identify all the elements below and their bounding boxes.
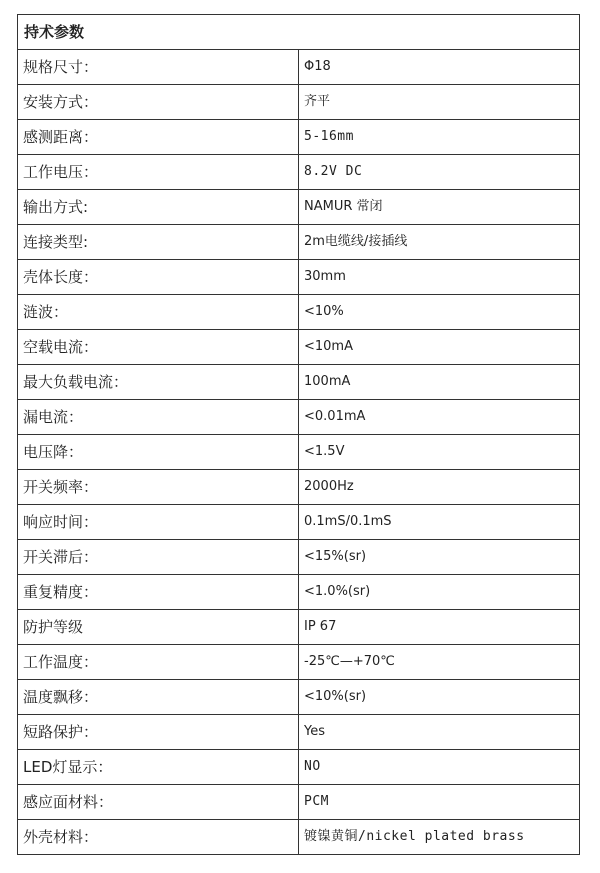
row-value: 2m电缆线/接插线: [299, 225, 580, 260]
row-value: <15%(sr): [299, 540, 580, 575]
row-value: 0.1mS/0.1mS: [299, 505, 580, 540]
row-label: 壳体长度：: [18, 260, 299, 295]
table-row: [18, 120, 580, 155]
table-row: [18, 85, 580, 120]
row-value: Yes: [299, 715, 580, 750]
row-value: NO: [299, 750, 580, 785]
row-label: 短路保护：: [18, 715, 299, 750]
table-row: [18, 540, 580, 575]
row-value: 2000Hz: [299, 470, 580, 505]
row-label: 防护等级: [18, 610, 299, 645]
table-row: [18, 435, 580, 470]
table-row: [18, 680, 580, 715]
row-label: 工作电压：: [18, 155, 299, 190]
row-value: 镀镍黄铜/nickel plated brass: [299, 820, 580, 855]
table-row: [18, 295, 580, 330]
row-value: 5-16mm: [299, 120, 580, 155]
row-label: 规格尺寸：: [18, 50, 299, 85]
row-value: <10%(sr): [299, 680, 580, 715]
row-label: 感测距离：: [18, 120, 299, 155]
table-row: [18, 190, 580, 225]
table-row: [18, 505, 580, 540]
table-row: [18, 365, 580, 400]
table-row: [18, 155, 580, 190]
row-value: <1.0%(sr): [299, 575, 580, 610]
table-row: [18, 610, 580, 645]
table-row: [18, 470, 580, 505]
table-row: [18, 50, 580, 85]
row-value: PCM: [299, 785, 580, 820]
row-value: NAMUR 常闭: [299, 190, 580, 225]
table-row: [18, 750, 580, 785]
row-value: 8.2V DC: [299, 155, 580, 190]
row-label: 空载电流：: [18, 330, 299, 365]
row-label: 电压降：: [18, 435, 299, 470]
row-label: 输出方式:: [18, 190, 299, 225]
table-row: [18, 225, 580, 260]
row-label: 最大负载电流：: [18, 365, 299, 400]
row-label: 温度飘移：: [18, 680, 299, 715]
row-label: 响应时间：: [18, 505, 299, 540]
table-row: [18, 260, 580, 295]
row-value: -25℃—+70℃: [299, 645, 580, 680]
row-label: 重复精度：: [18, 575, 299, 610]
row-value: <0.01mA: [299, 400, 580, 435]
table-title-row: [18, 15, 580, 50]
table-row: [18, 575, 580, 610]
table-row: [18, 645, 580, 680]
row-label: 外壳材料：: [18, 820, 299, 855]
row-value: <10mA: [299, 330, 580, 365]
table-row: [18, 785, 580, 820]
row-value: <10%: [299, 295, 580, 330]
row-value: 齐平: [299, 85, 580, 120]
row-label: LED灯显示：: [18, 750, 299, 785]
table-row: [18, 400, 580, 435]
row-label: 安装方式：: [18, 85, 299, 120]
row-label: 开关频率：: [18, 470, 299, 505]
row-value: 100mA: [299, 365, 580, 400]
row-value: Φ18: [299, 50, 580, 85]
row-label: 涟波：: [18, 295, 299, 330]
table-title: 持术参数: [18, 15, 580, 50]
table-row: [18, 715, 580, 750]
row-value: <1.5V: [299, 435, 580, 470]
spec-table: [17, 14, 580, 855]
row-label: 漏电流：: [18, 400, 299, 435]
table-row: [18, 330, 580, 365]
row-value: IP 67: [299, 610, 580, 645]
row-label: 工作温度：: [18, 645, 299, 680]
row-label: 开关滞后：: [18, 540, 299, 575]
row-value: 30mm: [299, 260, 580, 295]
row-label: 感应面材料：: [18, 785, 299, 820]
table-row: [18, 820, 580, 855]
row-label: 连接类型:: [18, 225, 299, 260]
